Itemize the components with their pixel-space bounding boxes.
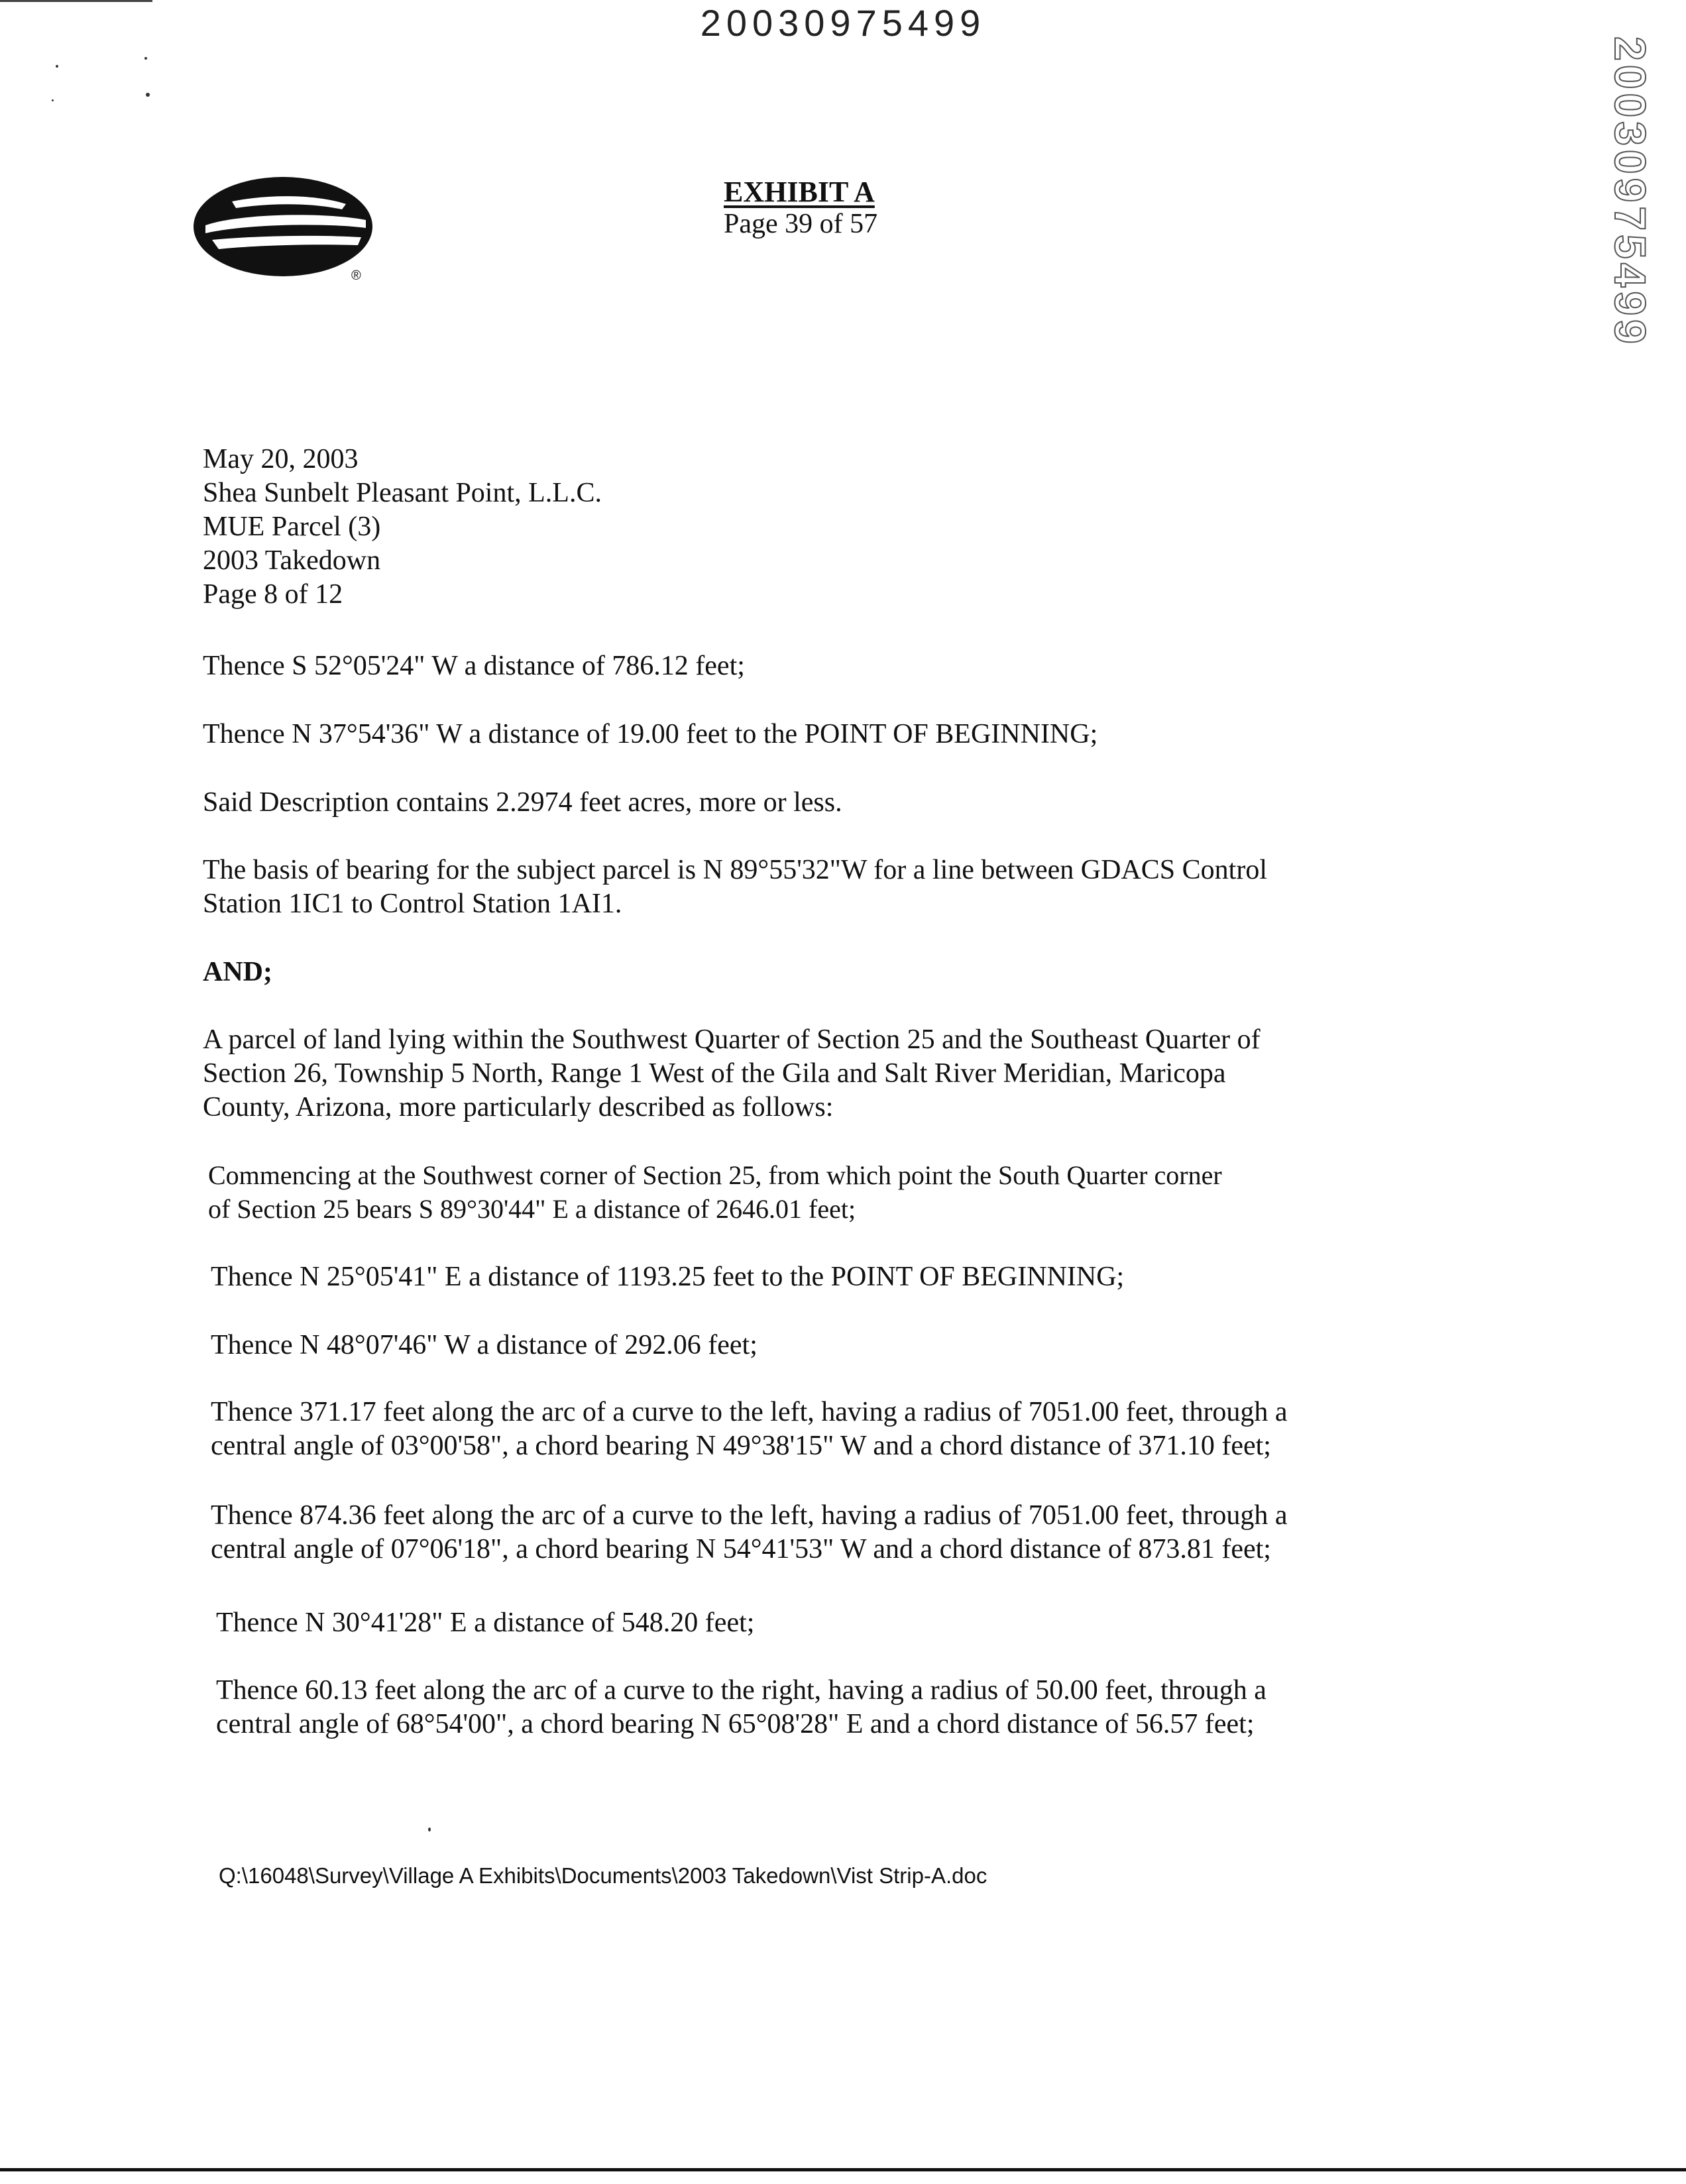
and-heading [203, 956, 272, 989]
paragraph-line: County, Arizona, more particularly described as follows: [203, 1092, 834, 1122]
paragraph-line: central angle of 07°06'18", a chord bearing N 54°41'53" W and a chord distance of 873.81 feet; [211, 1534, 1271, 1564]
paragraph-line: Station 1IC1 to Control Station 1AI1. [203, 889, 622, 919]
scan-speck [146, 93, 150, 97]
paragraph-line: Thence N 37°54'36" W a distance of 19.00 feet to the POINT OF BEGINNING; [203, 719, 1098, 749]
recording-number: 20030975499 [700, 2, 986, 44]
header-takedown: 2003 Takedown [203, 545, 381, 576]
paragraph-thence-1 [203, 649, 745, 683]
header-parcel: MUE Parcel (3) [203, 512, 381, 542]
header-date: May 20, 2003 [203, 444, 359, 474]
paragraph-thence-4 [211, 1329, 758, 1362]
paragraph-curve-3 [216, 1674, 1266, 1741]
paragraph-commencing [208, 1158, 1222, 1226]
paragraph-thence-2 [203, 718, 1097, 751]
paragraph-line: The basis of bearing for the subject parcel is N 89°55'32"W for a line between GDACS Control [203, 855, 1268, 885]
scan-speck [428, 1828, 431, 1831]
scan-speck [144, 57, 147, 60]
paragraph-line: Thence N 48°07'46" W a distance of 292.06 feet; [211, 1330, 758, 1360]
paragraph-line: central angle of 03°00'58", a chord bearing N 49°38'15" W and a chord distance of 371.10 feet; [211, 1431, 1271, 1461]
paragraph-line: Thence N 30°41'28" E a distance of 548.20 feet; [216, 1608, 755, 1638]
paragraph-curve-1 [211, 1395, 1288, 1463]
registered-mark: ® [351, 268, 361, 283]
side-recording-stamp [1594, 36, 1667, 348]
header-company: Shea Sunbelt Pleasant Point, L.L.C. [203, 478, 602, 508]
paragraph-line: Thence 874.36 feet along the arc of a curve to the left, having a radius of 7051.00 feet, through a [211, 1500, 1288, 1531]
paragraph-line: Thence N 25°05'41" E a distance of 1193.25 feet to the POINT OF BEGINNING; [211, 1262, 1125, 1292]
paragraph-line: of Section 25 bears S 89°30'44" E a distance of 2646.01 feet; [208, 1194, 856, 1224]
paragraph-line: Commencing at the Southwest corner of Section 25, from which point the South Quarter corner [208, 1160, 1222, 1190]
side-stamp-text: 20030975499 [1606, 36, 1655, 348]
paragraph-line: central angle of 68°54'00", a chord bearing N 65°08'28" E and a chord distance of 56.57 feet; [216, 1709, 1255, 1739]
scan-speck [56, 65, 58, 68]
footer-file-path: Q:\16048\Survey\Village A Exhibits\Documents\2003 Takedown\Vist Strip-A.doc [219, 1863, 987, 1888]
paragraph-basis-of-bearing [203, 853, 1267, 921]
header-page: Page 8 of 12 [203, 579, 343, 610]
scan-speck [52, 99, 54, 101]
paragraph-thence-3 [211, 1260, 1124, 1294]
paragraph-line: Thence 371.17 feet along the arc of a curve to the left, having a radius of 7051.00 feet, through a [211, 1397, 1288, 1427]
header-block [203, 443, 602, 612]
bottom-scan-rule [0, 2168, 1686, 2171]
paragraph-line: A parcel of land lying within the Southwest Quarter of Section 25 and the Southeast Quarter of [203, 1024, 1261, 1055]
paragraph-line: AND; [203, 957, 272, 987]
paragraph-line: Thence S 52°05'24" W a distance of 786.12 feet; [203, 651, 745, 681]
paragraph-parcel-description [203, 1023, 1261, 1124]
paragraph-curve-2 [211, 1499, 1288, 1566]
exhibit-page-number: Page 39 of 57 [724, 209, 878, 239]
paragraph-thence-5 [216, 1606, 754, 1640]
paragraph-description-acres [203, 786, 842, 820]
exhibit-title: EXHIBIT A [724, 176, 875, 208]
paragraph-line: Section 26, Township 5 North, Range 1 West of the Gila and Salt River Meridian, Maricopa [203, 1058, 1226, 1089]
paragraph-line: Thence 60.13 feet along the arc of a curve to the right, having a radius of 50.00 feet, through a [216, 1675, 1266, 1706]
paragraph-line: Said Description contains 2.2974 feet acres, more or less. [203, 787, 842, 818]
shea-s-logo-icon [192, 174, 384, 293]
